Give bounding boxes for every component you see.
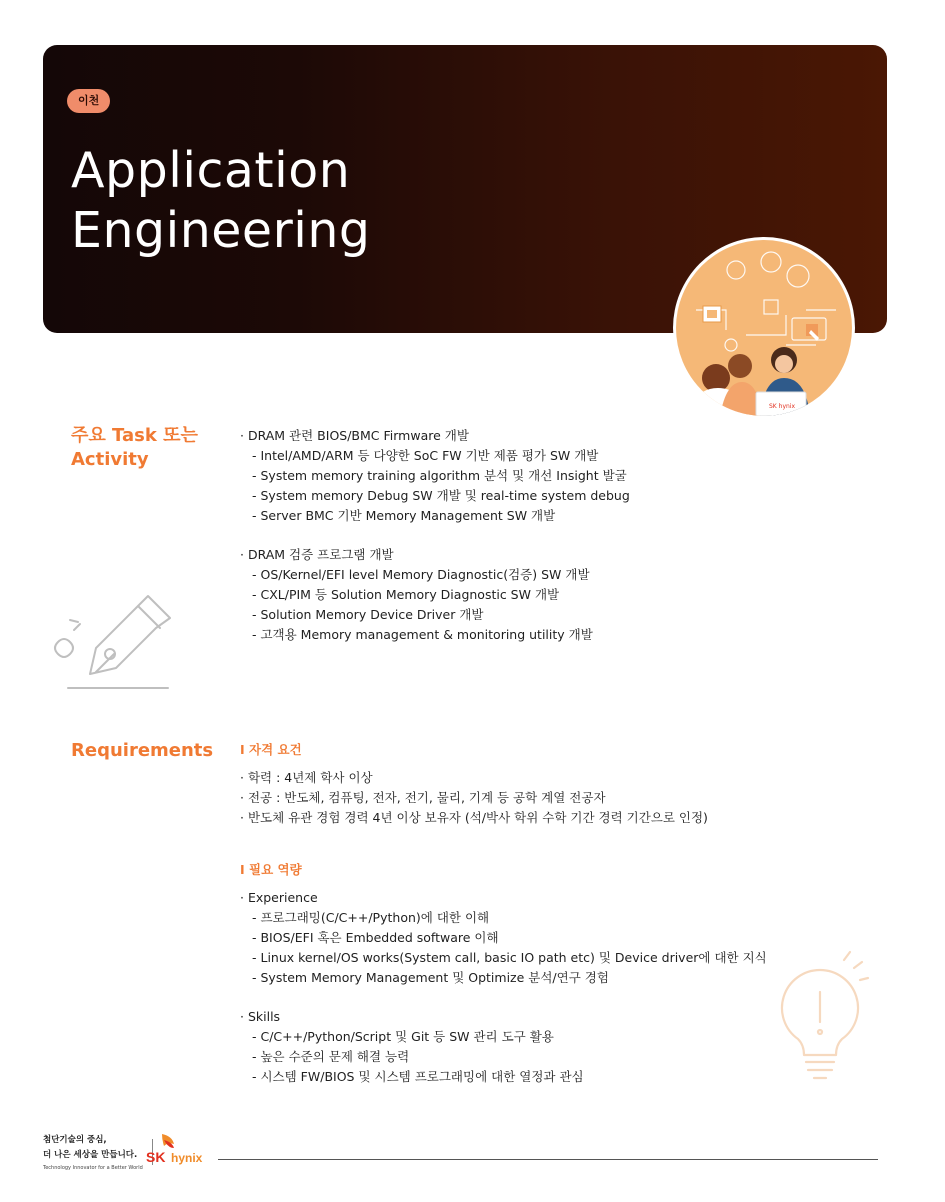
competency-item: - 높은 수준의 문제 해결 능력 — [252, 1049, 410, 1064]
competency-group-heading: · Experience — [240, 890, 318, 905]
competency-item: - Linux kernel/OS works(System call, basic IO path etc) 및 Device driver에 대한 지식 — [252, 950, 767, 965]
logo-sk-text: SK — [146, 1149, 166, 1165]
competency-item: - 프로그래밍(C/C++/Python)에 대한 이해 — [252, 910, 490, 925]
footer-rule — [218, 1159, 878, 1160]
team-illustration — [676, 240, 852, 416]
qualification-item: · 학력 : 4년제 학사 이상 — [240, 770, 373, 785]
task-group-heading: · DRAM 검증 프로그램 개발 — [240, 547, 394, 562]
task-item: - 고객용 Memory management & monitoring utility 개발 — [252, 627, 593, 642]
slogan-line-1: 첨단기술의 중심, — [43, 1135, 107, 1145]
task-item: - Solution Memory Device Driver 개발 — [252, 607, 484, 622]
task-item: - CXL/PIM 등 Solution Memory Diagnostic SW 개발 — [252, 587, 560, 602]
competencies-heading: I 필요 역량 — [240, 862, 302, 877]
task-group-heading: · DRAM 관련 BIOS/BMC Firmware 개발 — [240, 428, 469, 443]
task-list — [240, 426, 880, 645]
pen-nib-icon — [48, 590, 178, 696]
requirements-section-label: Requirements — [71, 740, 214, 761]
competency-item: - C/C++/Python/Script 및 Git 등 SW 관리 도구 활용 — [252, 1029, 554, 1044]
qualification-item: · 반도체 유관 경험 경력 4년 이상 보유자 (석/박사 학위 수학 기간 경력 기간으로 인정) — [240, 810, 708, 825]
task-section-label — [71, 424, 198, 472]
logo-hynix-text: hynix — [171, 1151, 203, 1165]
qualifications-heading: I 자격 요건 — [240, 742, 302, 757]
task-item: - System memory Debug SW 개발 및 real-time system debug — [252, 488, 630, 503]
page-title — [71, 141, 371, 261]
qualification-item: · 전공 : 반도체, 컴퓨팅, 전자, 전기, 물리, 기계 등 공학 계열 전공자 — [240, 790, 606, 805]
lightbulb-icon — [770, 950, 870, 1088]
task-item: - Intel/AMD/ARM 등 다양한 SoC FW 기반 제품 평가 SW 개발 — [252, 448, 599, 463]
task-label-line-2: Activity — [71, 449, 149, 470]
footer-slogan — [43, 1133, 137, 1163]
footer-tagline: Technology Innovator for a Better World — [43, 1165, 143, 1171]
competency-group-heading: · Skills — [240, 1009, 281, 1024]
task-item: - OS/Kernel/EFI level Memory Diagnostic(검증) SW 개발 — [252, 567, 590, 582]
task-item: - Server BMC 기반 Memory Management SW 개발 — [252, 508, 556, 523]
title-line-2: Engineering — [71, 202, 371, 259]
qualifications-block — [240, 740, 880, 828]
task-label-line-1: 주요 Task 또는 — [71, 425, 198, 446]
competency-item: - BIOS/EFI 혹은 Embedded software 이해 — [252, 930, 499, 945]
competency-item: - 시스템 FW/BIOS 및 시스템 프로그래밍에 대한 열정과 관심 — [252, 1069, 584, 1084]
location-badge: 이천 — [67, 89, 110, 113]
sk-hynix-logo — [146, 1132, 216, 1172]
competency-item: - System Memory Management 및 Optimize 분석/연구 경험 — [252, 970, 609, 985]
svg-text:SK hynix: SK hynix — [769, 403, 796, 410]
title-line-1: Application — [71, 142, 351, 199]
task-item: - System memory training algorithm 분석 및 개선 Insight 발굴 — [252, 468, 627, 483]
slogan-line-2: 더 나은 세상을 만듭니다. — [43, 1150, 138, 1160]
